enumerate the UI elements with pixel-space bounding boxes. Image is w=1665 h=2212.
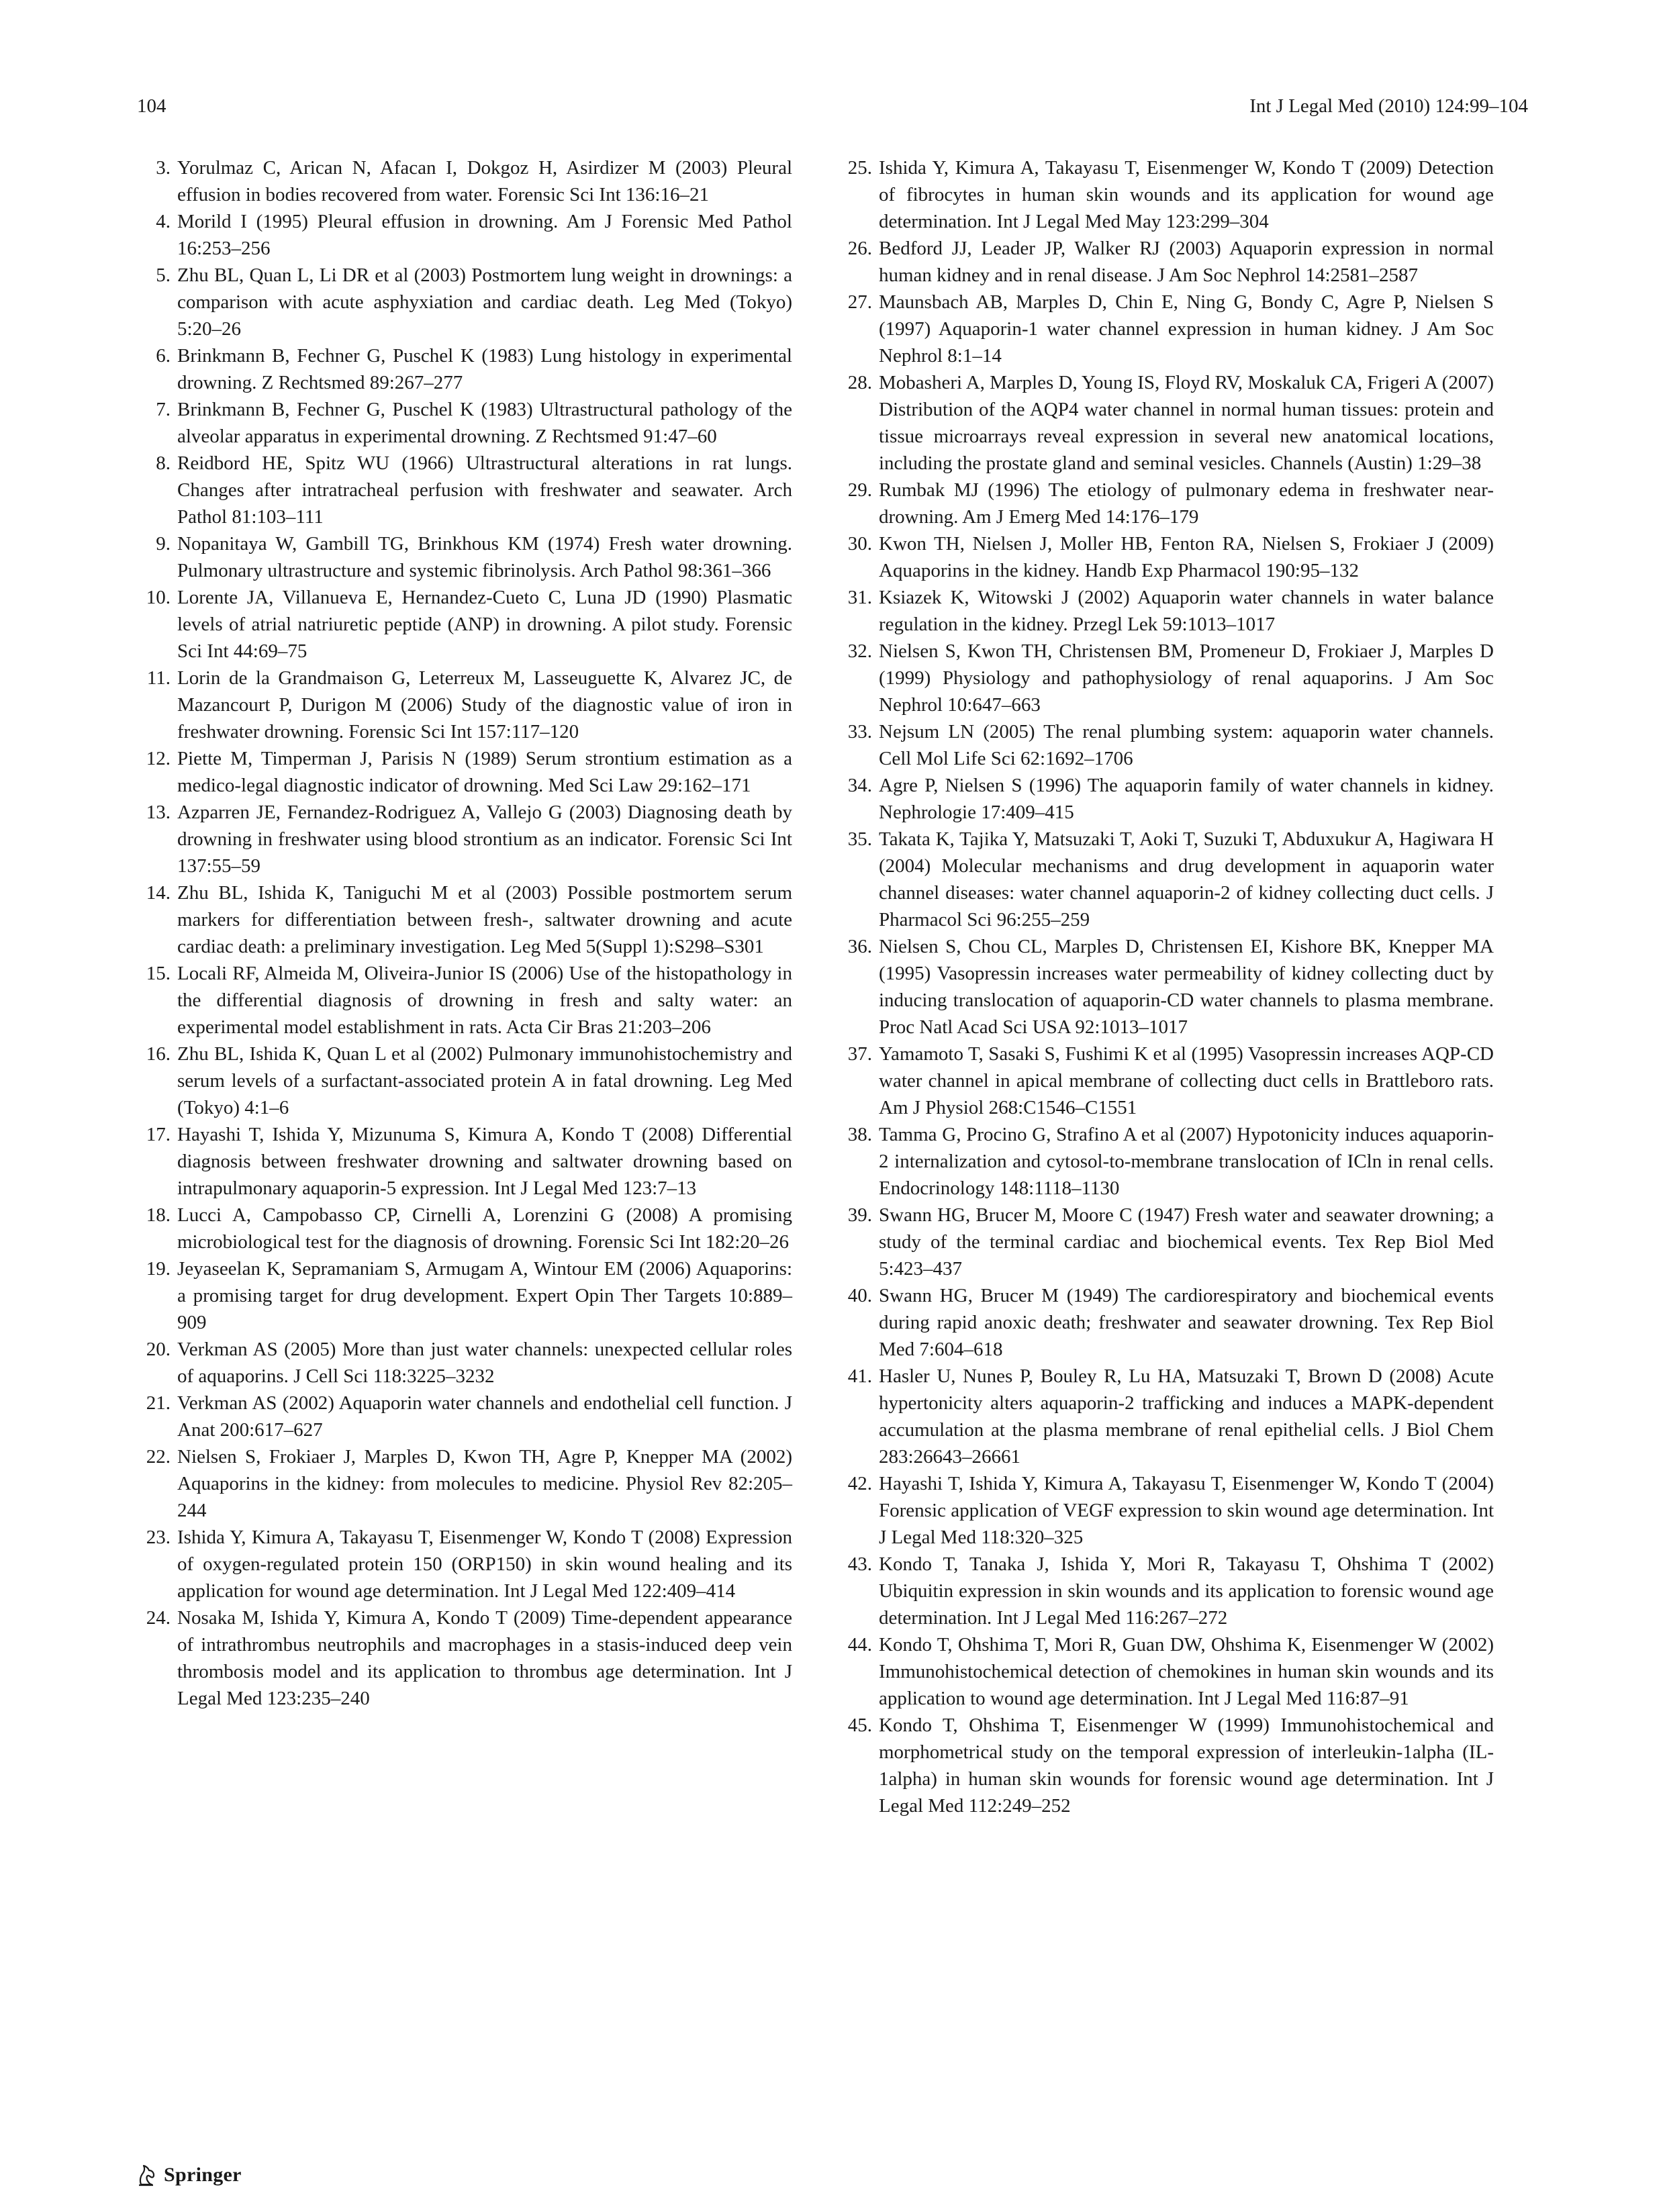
references-left-column	[137, 154, 792, 1712]
reference-item	[137, 799, 792, 879]
reference-item	[839, 772, 1494, 826]
reference-number: 18.	[146, 1204, 171, 1226]
running-head	[137, 94, 1528, 118]
reference-number: 17.	[146, 1124, 171, 1145]
reference-text: Takata K, Tajika Y, Matsuzaki T, Aoki T, Suzuki T, Abduxukur A, Hagiwara H (2004) Molecular mechanisms and drug development in aquaporin water channel diseases: water channel aquaporin-2 of kidney collecting duct cells. J Pharmacol Sci 96:255–259	[879, 828, 1494, 930]
reference-text: Kondo T, Ohshima T, Eisenmenger W (1999) Immunohistochemical and morphometrical study on the temporal expression of interleukin-1alpha (IL-1alpha) in human skin wounds for forensic wound age determination. Int J Legal Med 112:249–252	[879, 1715, 1494, 1817]
reference-text: Nielsen S, Kwon TH, Christensen BM, Promeneur D, Frokiaer J, Marples D (1999) Physiology and pathophysiology of renal aquaporins. J Am Soc Nephrol 10:647–663	[879, 640, 1494, 716]
reference-item	[839, 1121, 1494, 1202]
reference-number: 39.	[847, 1204, 872, 1226]
reference-item	[137, 584, 792, 665]
reference-item	[137, 1336, 792, 1390]
reference-item	[137, 1121, 792, 1202]
reference-text: Ksiazek K, Witowski J (2002) Aquaporin water channels in water balance regulation in the kidney. Przegl Lek 59:1013–1017	[879, 587, 1494, 635]
reference-item	[839, 826, 1494, 933]
reference-number: 5.	[156, 265, 171, 286]
reference-number: 34.	[847, 775, 872, 796]
reference-item	[839, 369, 1494, 477]
reference-number: 32.	[847, 640, 872, 662]
reference-number: 3.	[156, 157, 171, 179]
reference-item	[137, 665, 792, 745]
reference-text: Mobasheri A, Marples D, Young IS, Floyd RV, Moskaluk CA, Frigeri A (2007) Distribution of the AQP4 water channel in normal human tissues: protein and tissue microarrays reveal expression in several new anatomical locations, including the prostate gland and seminal vesicles. Channels (Austin) 1:29–38	[879, 372, 1494, 474]
reference-number: 24.	[146, 1607, 171, 1629]
reference-number: 38.	[847, 1124, 872, 1145]
reference-text: Zhu BL, Ishida K, Taniguchi M et al (2003) Possible postmortem serum markers for differentiation between fresh-, saltwater drowning and acute cardiac death: a preliminary investigation. Leg Med 5(Suppl 1):S298–S301	[177, 882, 792, 957]
reference-number: 11.	[146, 667, 171, 689]
reference-item	[137, 530, 792, 584]
reference-item	[839, 1551, 1494, 1631]
reference-item	[137, 745, 792, 799]
reference-item	[137, 262, 792, 342]
reference-text: Jeyaseelan K, Sepramaniam S, Armugam A, Wintour EM (2006) Aquaporins: a promising target for drug development. Expert Opin Ther Targets 10:889–909	[177, 1258, 792, 1333]
reference-text: Nejsum LN (2005) The renal plumbing system: aquaporin water channels. Cell Mol Life Sci 62:1692–1706	[879, 721, 1494, 769]
reference-number: 30.	[847, 533, 872, 555]
reference-number: 13.	[146, 802, 171, 823]
reference-number: 41.	[847, 1365, 872, 1387]
reference-item	[839, 1470, 1494, 1551]
reference-text: Nielsen S, Chou CL, Marples D, Christensen EI, Kishore BK, Knepper MA (1995) Vasopressin increases water permeability of kidney collecting duct by inducing translocation of aquaporin-CD water channels to plasma membrane. Proc Natl Acad Sci USA 92:1013–1017	[879, 936, 1494, 1038]
reference-item	[137, 1255, 792, 1336]
reference-number: 29.	[847, 479, 872, 501]
reference-number: 23.	[146, 1527, 171, 1548]
reference-text: Swann HG, Brucer M (1949) The cardiorespiratory and biochemical events during rapid anoxic death; freshwater and seawater drowning. Tex Rep Biol Med 7:604–618	[879, 1285, 1494, 1360]
reference-text: Nosaka M, Ishida Y, Kimura A, Kondo T (2009) Time-dependent appearance of intrathrombus neutrophils and macrophages in a stasis-induced deep vein thrombosis model and its application to thrombus age determination. Int J Legal Med 123:235–240	[177, 1607, 792, 1709]
reference-text: Hayashi T, Ishida Y, Mizunuma S, Kimura A, Kondo T (2008) Differential diagnosis between freshwater drowning and saltwater drowning based on intrapulmonary aquaporin-5 expression. Int J Legal Med 123:7–13	[177, 1124, 792, 1199]
reference-text: Maunsbach AB, Marples D, Chin E, Ning G, Bondy C, Agre P, Nielsen S (1997) Aquaporin-1 water channel expression in human kidney. J Am Soc Nephrol 8:1–14	[879, 291, 1494, 367]
reference-item	[137, 396, 792, 450]
reference-item	[137, 1390, 792, 1443]
reference-number: 7.	[156, 399, 171, 420]
reference-text: Bedford JJ, Leader JP, Walker RJ (2003) Aquaporin expression in normal human kidney and in renal disease. J Am Soc Nephrol 14:2581–2587	[879, 238, 1494, 286]
reference-item	[839, 235, 1494, 289]
reference-item	[137, 1443, 792, 1524]
reference-number: 44.	[847, 1634, 872, 1655]
reference-text: Ishida Y, Kimura A, Takayasu T, Eisenmenger W, Kondo T (2009) Detection of fibrocytes in human skin wounds and its application for wound age determination. Int J Legal Med May 123:299–304	[879, 157, 1494, 232]
reference-number: 19.	[146, 1258, 171, 1280]
reference-number: 42.	[847, 1473, 872, 1494]
reference-text: Verkman AS (2002) Aquaporin water channels and endothelial cell function. J Anat 200:617–627	[177, 1392, 792, 1441]
reference-item	[839, 1712, 1494, 1819]
reference-item	[137, 154, 792, 208]
reference-text: Nopanitaya W, Gambill TG, Brinkhous KM (1974) Fresh water drowning. Pulmonary ultrastructure and systemic fibrinolysis. Arch Pathol 98:361–366	[177, 533, 792, 581]
reference-text: Rumbak MJ (1996) The etiology of pulmonary edema in freshwater near-drowning. Am J Emerg Med 14:176–179	[879, 479, 1494, 528]
reference-number: 25.	[847, 157, 872, 179]
reference-number: 16.	[146, 1043, 171, 1065]
reference-item	[839, 1202, 1494, 1282]
reference-text: Piette M, Timperman J, Parisis N (1989) Serum strontium estimation as a medico-legal diagnostic indicator of drowning. Med Sci Law 29:162–171	[177, 748, 792, 796]
reference-item	[137, 960, 792, 1041]
reference-number: 4.	[156, 211, 171, 232]
reference-number: 28.	[847, 372, 872, 393]
reference-item	[137, 1202, 792, 1255]
reference-item	[137, 1524, 792, 1604]
reference-number: 36.	[847, 936, 872, 957]
page-number: 104	[137, 95, 166, 117]
reference-text: Lorin de la Grandmaison G, Leterreux M, Lasseuguette K, Alvarez JC, de Mazancourt P, Durigon M (2006) Study of the diagnostic value of iron in freshwater drowning. Forensic Sci Int 157:117–120	[177, 667, 792, 742]
reference-text: Brinkmann B, Fechner G, Puschel K (1983) Ultrastructural pathology of the alveolar apparatus in experimental drowning. Z Rechtsmed 91:47–60	[177, 399, 792, 447]
reference-text: Yorulmaz C, Arican N, Afacan I, Dokgoz H, Asirdizer M (2003) Pleural effusion in bodies recovered from water. Forensic Sci Int 136:16–21	[177, 157, 792, 205]
reference-item	[137, 879, 792, 960]
reference-text: Kondo T, Tanaka J, Ishida Y, Mori R, Takayasu T, Ohshima T (2002) Ubiquitin expression in skin wounds and its application to forensic wound age determination. Int J Legal Med 116:267–272	[879, 1553, 1494, 1629]
reference-number: 26.	[847, 238, 872, 259]
reference-text: Nielsen S, Frokiaer J, Marples D, Kwon TH, Agre P, Knepper MA (2002) Aquaporins in the kidney: from molecules to medicine. Physiol Rev 82:205–244	[177, 1446, 792, 1521]
reference-number: 35.	[847, 828, 872, 850]
reference-number: 22.	[146, 1446, 171, 1468]
reference-number: 8.	[156, 452, 171, 474]
reference-text: Azparren JE, Fernandez-Rodriguez A, Vallejo G (2003) Diagnosing death by drowning in freshwater using blood strontium as an indicator. Forensic Sci Int 137:55–59	[177, 802, 792, 877]
reference-number: 31.	[847, 587, 872, 608]
reference-text: Kwon TH, Nielsen J, Moller HB, Fenton RA, Nielsen S, Frokiaer J (2009) Aquaporins in the kidney. Handb Exp Pharmacol 190:95–132	[879, 533, 1494, 581]
reference-item	[839, 1631, 1494, 1712]
reference-text: Ishida Y, Kimura A, Takayasu T, Eisenmenger W, Kondo T (2008) Expression of oxygen-regulated protein 150 (ORP150) in skin wound healing and its application for wound age determination. Int J Legal Med 122:409–414	[177, 1527, 792, 1602]
reference-number: 43.	[847, 1553, 872, 1575]
reference-item	[137, 208, 792, 262]
reference-text: Hayashi T, Ishida Y, Kimura A, Takayasu T, Eisenmenger W, Kondo T (2004) Forensic application of VEGF expression to skin wound age determination. Int J Legal Med 118:320–325	[879, 1473, 1494, 1548]
reference-item	[137, 450, 792, 530]
reference-number: 37.	[847, 1043, 872, 1065]
reference-text: Reidbord HE, Spitz WU (1966) Ultrastructural alterations in rat lungs. Changes after intratracheal perfusion with freshwater and seawater. Arch Pathol 81:103–111	[177, 452, 792, 528]
reference-item	[839, 933, 1494, 1041]
reference-item	[839, 1363, 1494, 1470]
reference-item	[839, 584, 1494, 638]
reference-text: Verkman AS (2005) More than just water channels: unexpected cellular roles of aquaporins. J Cell Sci 118:3225–3232	[177, 1339, 792, 1387]
reference-text: Brinkmann B, Fechner G, Puschel K (1983) Lung histology in experimental drowning. Z Rechtsmed 89:267–277	[177, 345, 792, 393]
springer-horse-icon	[137, 2164, 157, 2186]
reference-item	[839, 154, 1494, 235]
publisher-footer	[137, 2163, 242, 2187]
reference-text: Zhu BL, Quan L, Li DR et al (2003) Postmortem lung weight in drownings: a comparison with acute asphyxiation and cardiac death. Leg Med (Tokyo) 5:20–26	[177, 265, 792, 340]
reference-text: Swann HG, Brucer M, Moore C (1947) Fresh water and seawater drowning; a study of the terminal cardiac and biochemical events. Tex Rep Biol Med 5:423–437	[879, 1204, 1494, 1280]
reference-number: 15.	[146, 963, 171, 984]
reference-item	[839, 1282, 1494, 1363]
reference-text: Agre P, Nielsen S (1996) The aquaporin family of water channels in kidney. Nephrologie 17:409–415	[879, 775, 1494, 823]
reference-number: 33.	[847, 721, 872, 742]
reference-number: 10.	[146, 587, 171, 608]
reference-text: Zhu BL, Ishida K, Quan L et al (2002) Pulmonary immunohistochemistry and serum levels of a surfactant-associated protein A in fatal drowning. Leg Med (Tokyo) 4:1–6	[177, 1043, 792, 1118]
reference-item	[137, 1041, 792, 1121]
references-right-column	[839, 154, 1494, 1819]
reference-number: 45.	[847, 1715, 872, 1736]
reference-text: Hasler U, Nunes P, Bouley R, Lu HA, Matsuzaki T, Brown D (2008) Acute hypertonicity alters aquaporin-2 trafficking and induces a MAPK-dependent accumulation at the plasma membrane of renal epithelial cells. J Biol Chem 283:26643–26661	[879, 1365, 1494, 1468]
reference-item	[839, 530, 1494, 584]
journal-citation: Int J Legal Med (2010) 124:99–104	[1249, 95, 1528, 117]
reference-text: Yamamoto T, Sasaki S, Fushimi K et al (1995) Vasopressin increases AQP-CD water channel in apical membrane of collecting duct cells in Brattleboro rats. Am J Physiol 268:C1546–C1551	[879, 1043, 1494, 1118]
reference-text: Kondo T, Ohshima T, Mori R, Guan DW, Ohshima K, Eisenmenger W (2002) Immunohistochemical detection of chemokines in human skin wounds and its application to wound age determination. Int J Legal Med 116:87–91	[879, 1634, 1494, 1709]
reference-number: 12.	[146, 748, 171, 769]
reference-number: 20.	[146, 1339, 171, 1360]
reference-item	[839, 1041, 1494, 1121]
reference-item	[839, 718, 1494, 772]
reference-number: 40.	[847, 1285, 872, 1306]
reference-text: Tamma G, Procino G, Strafino A et al (2007) Hypotonicity induces aquaporin-2 internalization and cytosol-to-membrane translocation of ICln in renal cells. Endocrinology 148:1118–1130	[879, 1124, 1494, 1199]
reference-text: Morild I (1995) Pleural effusion in drowning. Am J Forensic Med Pathol 16:253–256	[177, 211, 792, 259]
reference-item	[137, 342, 792, 396]
reference-number: 14.	[146, 882, 171, 904]
reference-item	[137, 1604, 792, 1712]
reference-number: 27.	[847, 291, 872, 313]
publisher-name: Springer	[164, 2164, 242, 2186]
reference-text: Locali RF, Almeida M, Oliveira-Junior IS (2006) Use of the histopathology in the differential diagnosis of drowning in fresh and salty water: an experimental model establishment in rats. Acta Cir Bras 21:203–206	[177, 963, 792, 1038]
reference-number: 6.	[156, 345, 171, 367]
reference-item	[839, 638, 1494, 718]
reference-text: Lorente JA, Villanueva E, Hernandez-Cueto C, Luna JD (1990) Plasmatic levels of atrial natriuretic peptide (ANP) in drowning. A pilot study. Forensic Sci Int 44:69–75	[177, 587, 792, 662]
reference-text: Lucci A, Campobasso CP, Cirnelli A, Lorenzini G (2008) A promising microbiological test for the diagnosis of drowning. Forensic Sci Int 182:20–26	[177, 1204, 792, 1253]
reference-item	[839, 289, 1494, 369]
reference-number: 21.	[146, 1392, 171, 1414]
reference-number: 9.	[156, 533, 171, 555]
reference-item	[839, 477, 1494, 530]
